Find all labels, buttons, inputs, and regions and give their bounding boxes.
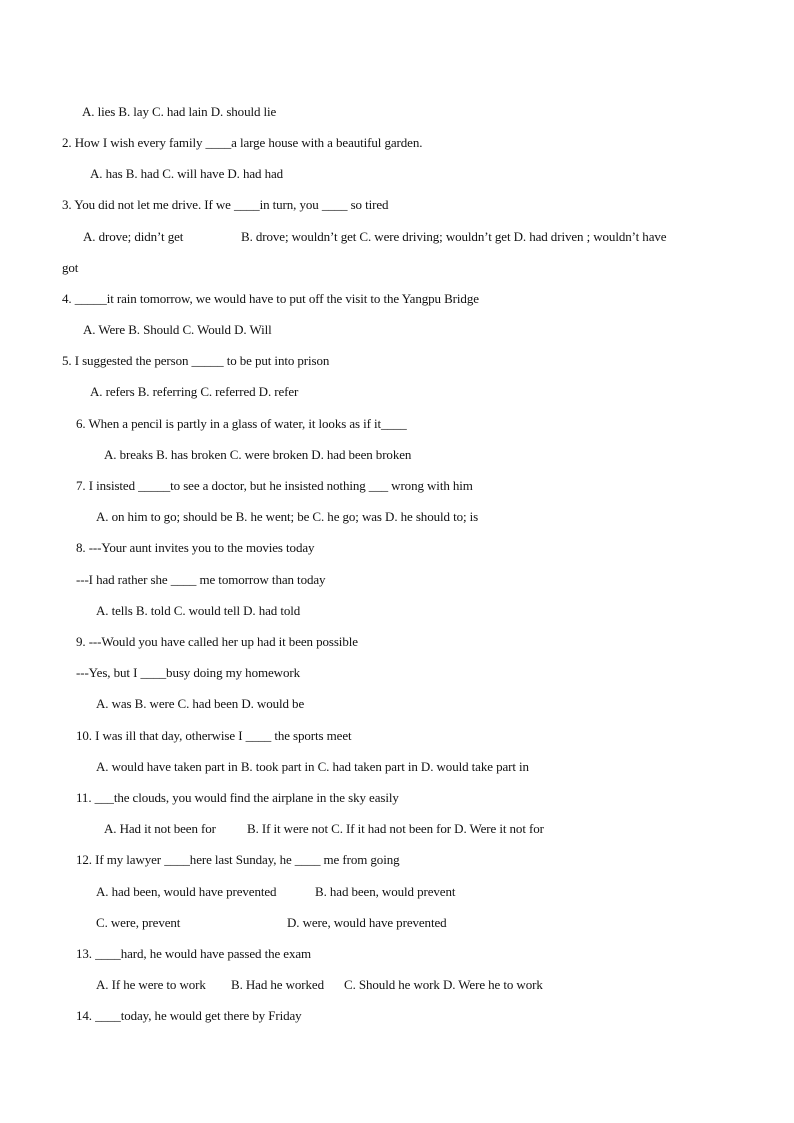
q4-options: A. Were B. Should C. Would D. Will <box>83 322 272 337</box>
q12-option-c: C. were, prevent <box>96 915 181 930</box>
q12-question: 12. If my lawyer ____here last Sunday, he ____ me from going <box>76 852 400 867</box>
q3-option-a: A. drove; didn’t get <box>83 229 184 244</box>
q8-question: 8. ---Your aunt invites you to the movies today <box>76 540 315 555</box>
q7-question: 7. I insisted _____to see a doctor, but he insisted nothing ___ wrong with him <box>76 478 473 493</box>
q9-dialogue: ---Yes, but I ____busy doing my homework <box>76 665 300 680</box>
q11-options-bcd: B. If it were not C. If it had not been for D. Were it not for <box>247 821 544 836</box>
q13-options-cd: C. Should he work D. Were he to work <box>344 977 543 992</box>
q13-question: 13. ____hard, he would have passed the exam <box>76 946 312 961</box>
q9-options: A. was B. were C. had been D. would be <box>96 696 305 711</box>
q10-options: A. would have taken part in B. took part in C. had taken part in D. would take part in <box>96 759 529 774</box>
q12-option-d: D. were, would have prevented <box>287 915 447 930</box>
q11-option-a: A. Had it not been for <box>104 821 216 836</box>
q13-option-b: B. Had he worked <box>231 977 324 992</box>
q1-options: A. lies B. lay C. had lain D. should lie <box>82 104 277 119</box>
q3-question: 3. You did not let me drive. If we ____in turn, you ____ so tired <box>62 197 389 212</box>
q8-dialogue: ---I had rather she ____ me tomorrow than today <box>76 572 326 587</box>
q7-options: A. on him to go; should be B. he went; be C. he go; was D. he should to; is <box>96 509 479 524</box>
q14-question: 14. ____today, he would get there by Friday <box>76 1008 302 1023</box>
q13-option-a: A. If he were to work <box>96 977 206 992</box>
q9-question: 9. ---Would you have called her up had it been possible <box>76 634 358 649</box>
q12-option-b: B. had been, would prevent <box>315 884 456 899</box>
q3-options-bcd: B. drove; wouldn’t get C. were driving; wouldn’t get D. had driven ; wouldn’t have <box>241 229 667 244</box>
q12-option-a: A. had been, would have prevented <box>96 884 277 899</box>
q3-options-wrap: got <box>62 260 79 275</box>
q2-options: A. has B. had C. will have D. had had <box>90 166 284 181</box>
q4-question: 4. _____it rain tomorrow, we would have to put off the visit to the Yangpu Bridge <box>62 291 479 306</box>
q8-options: A. tells B. told C. would tell D. had told <box>96 603 301 618</box>
q2-question: 2. How I wish every family ____a large house with a beautiful garden. <box>62 135 423 150</box>
q11-question: 11. ___the clouds, you would find the airplane in the sky easily <box>76 790 399 805</box>
q6-question: 6. When a pencil is partly in a glass of water, it looks as if it____ <box>76 416 407 431</box>
q5-options: A. refers B. referring C. referred D. refer <box>90 384 299 399</box>
q10-question: 10. I was ill that day, otherwise I ____ the sports meet <box>76 728 352 743</box>
q6-options: A. breaks B. has broken C. were broken D. had been broken <box>104 447 412 462</box>
q5-question: 5. I suggested the person _____ to be put into prison <box>62 353 330 368</box>
